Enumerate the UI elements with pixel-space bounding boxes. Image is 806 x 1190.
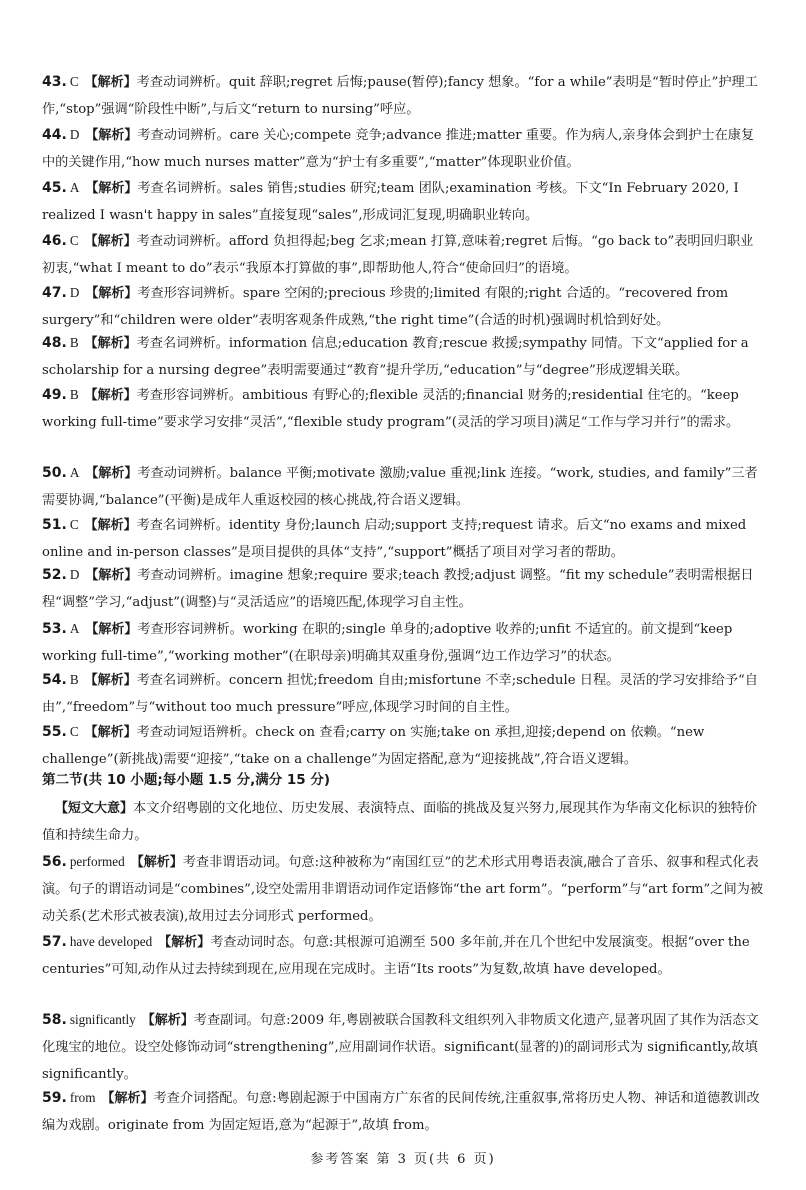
item-answer: D	[69, 285, 80, 300]
analysis-tag: 【解析】	[84, 75, 137, 90]
item-number: 50.	[42, 465, 67, 481]
item-number: 53.	[42, 621, 67, 637]
analysis-text: 考查形容词辨析。working 在职的;single 单身的;adoptive 收养的;unfit 不适宜的。前文提到“keep working full-time”,“working mother”(在职母亲)明确其双重身份,强调“边工作边学习”的状态。	[42, 622, 733, 664]
analysis-tag: 【解析】	[85, 622, 138, 637]
item-number: 47.	[42, 285, 67, 301]
analysis-text: 考查动词辨析。afford 负担得起;beg 乞求;mean 打算,意味着;regret 后悔。“go back to”表明回归职业初衷,“what I meant to do”表示“我原本打算做的事”,即帮助他人,符合“使命回归”的语境。	[42, 234, 754, 276]
item-number: 56.	[42, 854, 67, 870]
item-answer: have developed	[69, 934, 153, 949]
analysis-tag: 【解析】	[85, 466, 138, 481]
item-answer: from	[69, 1090, 96, 1105]
analysis-tag: 【解析】	[84, 336, 137, 351]
item-number: 51.	[42, 517, 67, 533]
answer-item-52	[42, 561, 766, 616]
analysis-tag: 【解析】	[141, 1013, 194, 1028]
analysis-text: 考查非谓语动词。句意:这种被称为“南国红豆”的艺术形式用粤语表演,融合了音乐、叙事和程式化表演。句子的谓语动词是“combines”,设空处需用非谓语动词作定语修饰“the art form”。“perform”与“art form”之间为被动关系(艺术形式被表演),故用过去分词形式 performed。	[42, 855, 764, 924]
analysis-tag: 【解析】	[85, 181, 138, 196]
item-answer: C	[69, 74, 79, 89]
item-answer: performed	[69, 854, 125, 869]
item-number: 45.	[42, 180, 67, 196]
item-answer: B	[69, 672, 79, 687]
passage-summary	[42, 795, 766, 849]
analysis-text: 考查动词辨析。quit 辞职;regret 后悔;pause(暂停);fancy 想象。“for a while”表明是“暂时停止”护理工作,“stop”强调“阶段性中断”,与后文“return to nursing”呼应。	[42, 75, 758, 117]
analysis-text: 考查名词辨析。sales 销售;studies 研究;team 团队;examination 考核。下文“In February 2020, I realized I wasn't happy in sales”直接复现“sales”,形成词汇复现,明确职业转向。	[42, 181, 739, 223]
analysis-text: 考查介词搭配。句意:粤剧起源于中国南方广东省的民间传统,注重叙事,常将历史人物、神话和道德教训改编为戏剧。originate from 为固定短语,意为“起源于”,故填 from。	[42, 1091, 760, 1133]
item-answer: C	[69, 233, 79, 248]
item-number: 49.	[42, 387, 67, 403]
analysis-tag: 【解析】	[130, 855, 183, 870]
analysis-text: 考查动词辨析。care 关心;compete 竞争;advance 推进;matter 重要。作为病人,亲身体会到护士在康复中的关键作用,“how much nurses matter”意为“护士有多重要”,“matter”体现职业价值。	[42, 128, 755, 170]
item-answer: A	[69, 621, 80, 636]
analysis-text: 考查形容词辨析。spare 空闲的;precious 珍贵的;limited 有限的;right 合适的。“recovered from surgery”和“children were older”表明客观条件成熟,“the right time”(合适的时机)强调时机恰到好处。	[42, 286, 729, 328]
answer-item-48	[42, 329, 766, 384]
answer-item-55	[42, 718, 766, 773]
analysis-tag: 【解析】	[158, 935, 211, 950]
answer-item-57	[42, 928, 766, 983]
analysis-tag: 【解析】	[85, 128, 138, 143]
answer-item-50	[42, 459, 766, 514]
answer-item-51	[42, 511, 766, 566]
analysis-text: 考查形容词辨析。ambitious 有野心的;flexible 灵活的;financial 财务的;residential 住宅的。“keep working full-time”要求学习安排“灵活”,“flexible study program”(灵活的学习项目)满足“工作与学习并行”的需求。	[42, 388, 740, 430]
answer-item-49	[42, 381, 766, 436]
item-number: 48.	[42, 335, 67, 351]
analysis-tag: 【解析】	[84, 388, 137, 403]
analysis-text: 考查动词辨析。imagine 想象;require 要求;teach 教授;adjust 调整。“fit my schedule”表明需根据日程“调整”学习,“adjust”(调整)与“灵活适应”的语境匹配,体现学习自主性。	[42, 568, 754, 610]
answer-item-44	[42, 121, 766, 176]
item-answer: A	[69, 180, 80, 195]
analysis-tag: 【解析】	[101, 1091, 154, 1106]
analysis-tag: 【解析】	[85, 286, 138, 301]
item-number: 44.	[42, 127, 67, 143]
analysis-text: 考查名词辨析。identity 身份;launch 启动;support 支持;request 请求。后文“no exams and mixed online and in-person classes”是项目提供的具体“支持”,“support”概括了项目对学习者的帮助。	[42, 518, 747, 560]
item-number: 46.	[42, 233, 67, 249]
item-number: 52.	[42, 567, 67, 583]
item-number: 58.	[42, 1012, 67, 1028]
item-number: 43.	[42, 74, 67, 90]
page-footer: 参考答案 第 3 页(共 6 页)	[310, 1152, 496, 1167]
answer-item-58	[42, 1006, 766, 1088]
item-answer: D	[69, 127, 80, 142]
answer-item-56	[42, 848, 766, 930]
answer-item-53	[42, 615, 766, 670]
item-answer: A	[69, 465, 80, 480]
analysis-text: 考查动词短语辨析。check on 查看;carry on 实施;take on 承担,迎接;depend on 依赖。“new challenge”(新挑战)需要“迎接”,“take on a challenge”为固定搭配,意为“迎接挑战”,符合语义逻辑。	[42, 725, 705, 767]
answer-item-45	[42, 174, 766, 229]
analysis-text: 考查名词辨析。concern 担忧;freedom 自由;misfortune 不幸;schedule 日程。灵活的学习安排给予“自由”,“freedom”与“without too much pressure”呼应,体现学习时间的自主性。	[42, 673, 758, 715]
answer-item-59	[42, 1084, 766, 1139]
item-number: 54.	[42, 672, 67, 688]
item-answer: D	[69, 567, 80, 582]
item-answer: significantly	[69, 1012, 136, 1027]
section-title: 第二节(共 10 小题;每小题 1.5 分,满分 15 分)	[42, 772, 331, 788]
summary-tag: 【短文大意】	[55, 801, 134, 816]
summary-text: 本文介绍粤剧的文化地位、历史发展、表演特点、面临的挑战及复兴努力,展现其作为华南文化标识的独特价值和持续生命力。	[42, 801, 758, 843]
analysis-tag: 【解析】	[84, 673, 137, 688]
item-number: 55.	[42, 724, 67, 740]
analysis-text: 考查动词时态。句意:其根源可追溯至 500 多年前,并在几个世纪中发展演变。根据“over the centuries”可知,动作从过去持续到现在,应用现在完成时。主语“Its roots”为复数,故填 have developed。	[42, 935, 750, 977]
answer-item-43	[42, 68, 766, 123]
answer-item-54	[42, 666, 766, 721]
answer-item-47	[42, 279, 766, 334]
answer-item-46	[42, 227, 766, 282]
analysis-text: 考查动词辨析。balance 平衡;motivate 激励;value 重视;link 连接。“work, studies, and family”三者需要协调,“balance”(平衡)是成年人重返校园的核心挑战,符合语义逻辑。	[42, 466, 758, 508]
item-number: 57.	[42, 934, 67, 950]
analysis-tag: 【解析】	[84, 518, 137, 533]
analysis-tag: 【解析】	[84, 234, 137, 249]
item-answer: C	[69, 517, 79, 532]
item-answer: B	[69, 335, 79, 350]
analysis-tag: 【解析】	[84, 725, 137, 740]
item-answer: B	[69, 387, 79, 402]
item-number: 59.	[42, 1090, 67, 1106]
analysis-text: 考查副词。句意:2009 年,粤剧被联合国教科文组织列入非物质文化遗产,显著巩固了其作为活态文化瑰宝的地位。设空处修饰动词“strengthening”,应用副词作状语。significant(显著的)的副词形式为 significantly,故填 significantly。	[42, 1013, 759, 1082]
analysis-text: 考查名词辨析。information 信息;education 教育;rescue 救援;sympathy 同情。下文“applied for a scholarship for a nursing degree”表明需要通过“教育”提升学历,“education”与“degree”形成逻辑关联。	[42, 336, 749, 378]
item-answer: C	[69, 724, 79, 739]
analysis-tag: 【解析】	[85, 568, 138, 583]
